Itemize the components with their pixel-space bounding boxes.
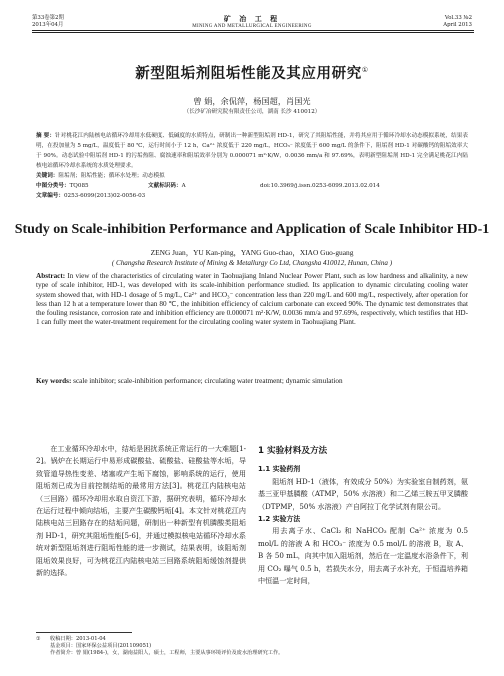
cn-title: 新型阻垢剂阻垢性能及其应用研究① bbox=[135, 66, 369, 82]
en-keywords: Key words: scale inhibitor; scale-inhibition performance; circulating water treatment; dynamic simulation bbox=[36, 377, 343, 385]
cn-keywords: 关键词：阻垢剂；阻垢性能；循环水处理；动态模拟 bbox=[36, 173, 165, 179]
cn-affiliation: （长沙矿冶研究院有限责任公司，湖南 长沙 410012） bbox=[183, 109, 321, 115]
en-abstract: Abstract: In view of the characteristics of circulating water in Taohuajiang Inland Nuclear Power Plant, such as low hardness and alkalinity, a new type of scale inhibitor, HD-1, was developed with its scale-inhibition performance studied. Its application to dynamic circulating cooling water system showed that, with HD-1 dosage of 5 mg/L, Ca²⁺ and HCO₃⁻ concentration less than 220 mg/L and 600 mg/L, respectively, after operation for less than 12 h at a temperature lower than 80 ℃, the inhibition efficiency of calcium carbonate can exceed 90%. The dynamic test demonstrates that the fouling resistance, corrosion rate and inhibition efficiency are 0.000071 m²·K/W, 0.0036 mm/a and 97.69%, respectively, which testifies that HD-1 can fully meet the water-treatment requirement for the circulating cooling water system in Taohuajiang Plant. bbox=[36, 272, 468, 327]
cn-meta-row: 中图分类号：TQ085 文献标识码：A doi:10.3969/j.issn.0253-6099.2013.02.014 bbox=[36, 183, 380, 189]
section-1-1-heading: 1.1 实验药剂 bbox=[258, 465, 301, 474]
cn-authors: 曾 娟，余侃萍，杨国超，肖国光 bbox=[193, 96, 311, 106]
section-1-1-text: 阻垢剂 HD-1（液体，有效成分 50%）为实验室自制药剂，氨基三亚甲基膦酸（ATMP，50% 水溶液）和二乙烯三胺五甲叉膦酸（DTPMP，50% 水溶液）产自阿拉丁化学试剂有限公司。 bbox=[258, 476, 468, 511]
section-1-2-heading: 1.2 实验方法 bbox=[258, 515, 301, 524]
body-left-column bbox=[36, 443, 246, 579]
cn-abstract: 摘 要：针对桃花江内陆核电站循环冷却用水低硬度、低碱度的水质特点，研制出一种新型阻垢剂 HD-1，研究了其阻垢性能，并将其应用于循环冷却水动态模拟系统，结果表明，在投加量为 5 mg/L，温度低于 80 ℃，运行时间小于 12 h，Ca²⁺ 浓度低于 220 mg/L，HCO₃⁻ 浓度低于 600 mg/L 的条件下，阻垢剂 HD-1 对碳酸钙的阻垢效率大于 90%。动态试验中阻垢剂 HD-1 的污垢热阻、腐蚀速率和阻垢效率分别为 0.000071 m²·K/W，0.0036 mm/a 和 97.69%，表明新型阻垢剂 HD-1 完全满足桃花江内陆核电站循环冷却水系统的水质处理要求。 关键词：阻垢剂；阻垢性能；循环水处理；动态模拟 中图分类号：TQ085 文献标识码：A doi:10.3969/j.issn.0253-6099.2013.02.014 文章编号：0253-6099(2013)02-0056-03 bbox=[36, 133, 468, 199]
en-authors: ZENG Juan，YU Kan-ping，YANG Guo-chao，XIAO Guo-guang bbox=[150, 248, 354, 257]
header-issue: 第33卷第2期 2013年04月 bbox=[32, 15, 64, 28]
header-volume: Vol.33 №2 April 2013 bbox=[443, 15, 472, 28]
en-affiliation: ( Changsha Research Institute of Mining & Metallurgy Co Ltd, Changsha 410012, Hunan, China ) bbox=[111, 259, 393, 267]
section-1-2-text: 用去离子水、CaCl₂ 和 NaHCO₃ 配制 Ca²⁺ 浓度为 0.5 mol/L 的溶液 A 和 HCO₃⁻ 浓度为 0.5 mol/L 的溶液 B，取 A、B 各 50 mL，向其中加入阻垢剂，然后在一定温度水浴条件下，利用 CO₂ 曝气 0.5 h，若损失水分，用去离子水补充，于恒温培养箱中恒温一定时间， bbox=[258, 526, 468, 586]
header-rule-1 bbox=[32, 30, 474, 31]
footnote-rule bbox=[36, 632, 132, 633]
body-right-column bbox=[258, 445, 468, 587]
header-rule-2 bbox=[32, 32, 474, 33]
header-journal: 矿 冶 工 程 MINING AND METALLURGICAL ENGINEERING bbox=[192, 15, 312, 29]
en-title: Study on Scale-inhibition Performance and Application of Scale Inhibitor HD-1 bbox=[14, 222, 490, 237]
section-1-heading: 1 实验材料及方法 bbox=[258, 446, 328, 456]
intro-paragraph: 在工业循环冷却水中，结垢是困扰系统正常运行的一大难题[1-2]。锅炉在长期运行中易形成碳酸盐、硫酸盐、硅酸盐等水垢，导致管道导热性变差、堵塞或产生垢下腐蚀，影响系统的运行，使用阻垢剂已成为目前控制结垢的最常用方法[3]。桃花江内陆核电站（三回路）循环冷却用水取自资江下游，据研究表明，循环冷却水在运行过程中倾向结垢，主要产生碳酸钙垢[4]。本文针对桃花江内陆核电站三回路存在的结垢问题，研制出一种新型有机膦酸类阻垢剂 HD-1，研究其阻垢性能[5-6]，并通过模拟核电站循环冷却水系统对新型阻垢剂进行阻垢性能的进一步测试，结果表明，该阻垢剂阻垢效果良好，可为桃花江内陆核电站三回路系统阻垢缓蚀剂提供新的选择。 bbox=[36, 444, 246, 578]
footnote: ① 收稿日期：2013-01-04 基金项目：国家环保公益项目(201109051) 作者简介：曾 娟(1984-)，女，湖南益阳人，硕士，工程师，主要从事环境评价及废水治理研究工作。 bbox=[36, 636, 284, 657]
cn-article-no: 文章编号：0253-6099(2013)02-0056-03 bbox=[36, 193, 146, 199]
